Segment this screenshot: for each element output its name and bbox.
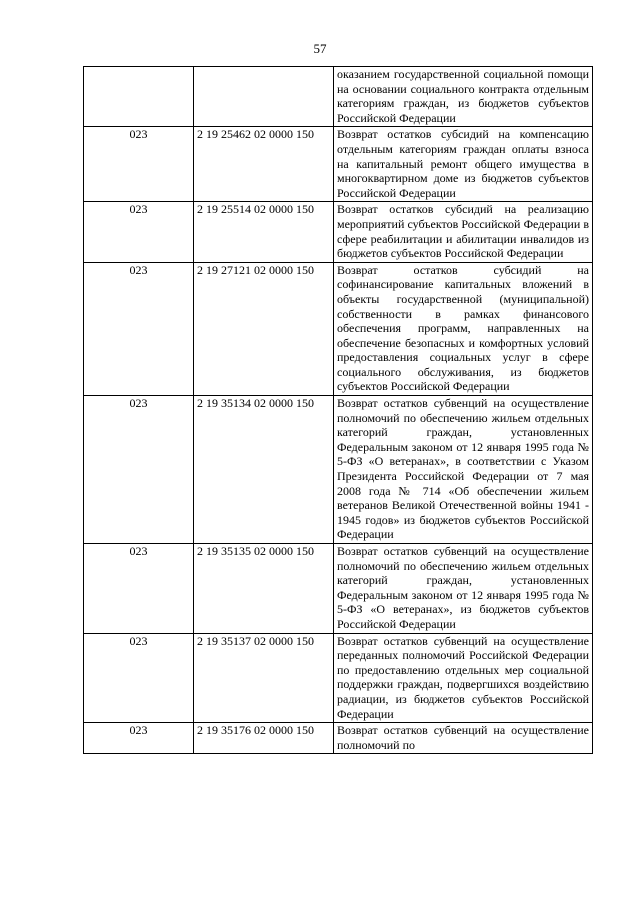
admin-code-cell: 023: [84, 262, 194, 395]
name-cell: оказанием государственной социальной помощи на основании социального контракта отдельным категориям граждан, из бюджетов субъектов Российской Федерации: [334, 67, 593, 127]
table-row: [84, 202, 593, 262]
name-cell: Возврат остатков субсидий на компенсацию отдельным категориям граждан оплаты взноса на капитальный ремонт общего имущества в многоквартирном доме из бюджетов субъектов Российской Федерации: [334, 127, 593, 202]
budget-codes-table: [83, 66, 593, 754]
name-cell: Возврат остатков субвенций на осуществление полномочий по: [334, 723, 593, 754]
budget-code-cell: 2 19 35134 02 0000 150: [194, 396, 334, 544]
table-row: [84, 262, 593, 395]
admin-code-cell: 023: [84, 544, 194, 634]
page-number: 57: [313, 41, 327, 56]
name-cell: Возврат остатков субсидий на реализацию мероприятий субъектов Российской Федерации в сфере реабилитации и абилитации инвалидов из бюджетов субъектов Российской Федерации: [334, 202, 593, 262]
table-row: [84, 396, 593, 544]
admin-code-cell: 023: [84, 396, 194, 544]
table-row: [84, 544, 593, 634]
budget-code-cell: 2 19 35137 02 0000 150: [194, 633, 334, 723]
name-cell: Возврат остатков субвенций на осуществление переданных полномочий Российской Федерации по предоставлению отдельных мер социальной поддержки граждан, подвергшихся воздействию радиации, из бюджетов субъектов Российской Федерации: [334, 633, 593, 723]
admin-code-cell: 023: [84, 127, 194, 202]
budget-code-cell: 2 19 35176 02 0000 150: [194, 723, 334, 754]
name-cell: Возврат остатков субвенций на осуществление полномочий по обеспечению жильем отдельных категорий граждан, установленных Федеральным законом от 12 января 1995 года № 5-ФЗ «О ветеранах», в соответствии с Указом Президента Российской Федерации от 7 мая 2008 года № 714 «Об обеспечении жильем ветеранов Великой Отечественной войны 1941 - 1945 годов» из бюджетов субъектов Российской Федерации: [334, 396, 593, 544]
table-row: [84, 633, 593, 723]
admin-code-cell: 023: [84, 202, 194, 262]
name-cell: Возврат остатков субсидий на софинансирование капитальных вложений в объекты государственной (муниципальной) собственности в рамках финансового обеспечения программ, направленных на обеспечение безопасных и комфортных условий предоставления социальных услуг в сфере социального обслуживания, из бюджетов субъектов Российской Федерации: [334, 262, 593, 395]
budget-code-cell: 2 19 25462 02 0000 150: [194, 127, 334, 202]
budget-code-cell: [194, 67, 334, 127]
table-row-continuation: [84, 67, 593, 127]
admin-code-cell: 023: [84, 633, 194, 723]
admin-code-cell: 023: [84, 723, 194, 754]
admin-code-cell: [84, 67, 194, 127]
budget-code-cell: 2 19 25514 02 0000 150: [194, 202, 334, 262]
budget-code-cell: 2 19 35135 02 0000 150: [194, 544, 334, 634]
budget-code-cell: 2 19 27121 02 0000 150: [194, 262, 334, 395]
name-cell: Возврат остатков субвенций на осуществление полномочий по обеспечению жильем отдельных категорий граждан, установленных Федеральным законом от 12 января 1995 года № 5-ФЗ «О ветеранах», из бюджетов субъектов Российской Федерации: [334, 544, 593, 634]
table-row: [84, 723, 593, 754]
table-row: [84, 127, 593, 202]
